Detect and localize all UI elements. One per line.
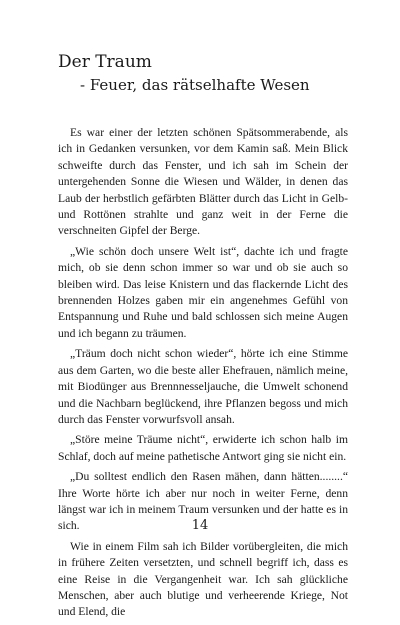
paragraph: Wie in einem Film sah ich Bilder vorübergleiten, die mich in frühere Zeiten versetzten, und schnell begriff ich, dass es eine Reise in die Vergangenheit war. Ich sah glückliche Menschen, aber auch blutige und verheerende Kriege, Not und Elend, die — [58, 539, 348, 619]
paragraph: „Wie schön doch unsere Welt ist“, dachte ich und fragte mich, ob sie denn schon immer so war und ob sie auch so bleiben wird. Das leise Knistern und das flackernde Licht des brennenden Holzes gaben mir ein angenehmes Gefühl von Entspannung und Ruhe und bald schlossen sich meine Augen und ich begann zu träumen. — [58, 244, 348, 340]
paragraph: „Du solltest endlich den Rasen mähen, dann hätten........“ Ihre Worte hörte ich aber nur noch in weiter Ferne, denn längst war ich in meinem Traum versunken und der hatte es in sich. — [58, 470, 348, 533]
body-text — [58, 125, 348, 625]
paragraph: „Störe meine Träume nicht“, erwiderte ich schon halb im Schlaf, doch auf meine pathetische Antwort ging sie nicht ein. — [58, 433, 348, 463]
chapter-subtitle: - Feuer, das rätselhafte Wesen — [80, 76, 310, 94]
page-number: 14 — [191, 518, 209, 533]
paragraph: Es war einer der letzten schönen Spätsommerabende, als ich in Gedanken versunken, vor dem Kamin saß. Mein Blick schweifte durch das Fenster, und ich sah im Schein der untergehenden Sonne die Wiesen und Wälder, in denen das Laub der herbstlich gefärbten Blätter durch das Licht in Gelb- und Rottönen strahlte und ganz weit in der Ferne die verschneiten Gipfel der Berge. — [58, 126, 348, 238]
paragraph: „Träum doch nicht schon wieder“, hörte ich eine Stimme aus dem Garten, wo die beste aller Ehefrauen, nämlich meine, mit Biodünger aus Brennnesseljauche, die Umwelt schonend und die Nachbarn beglückend, ihre Pflanzen begoss und mich durch das Fenster vorwurfsvoll ansah. — [58, 347, 348, 426]
chapter-title: Der Traum — [58, 52, 152, 72]
